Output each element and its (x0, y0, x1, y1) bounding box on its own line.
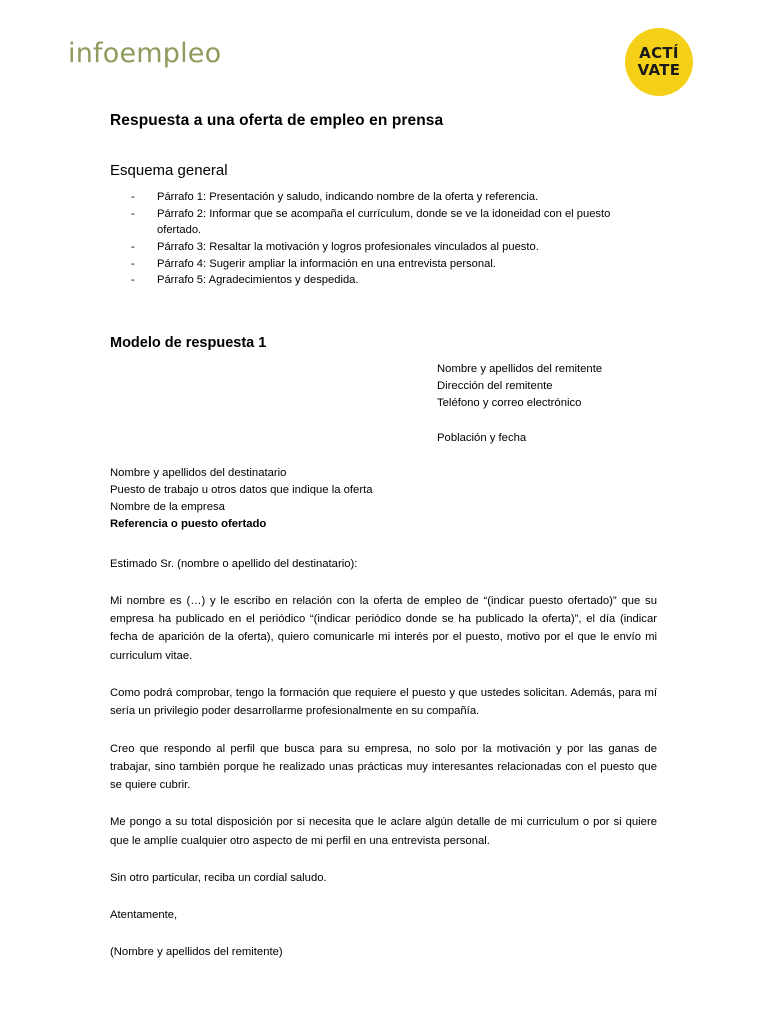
infoempleo-logo: infoempleo (68, 38, 222, 69)
schema-heading: Esquema general (110, 162, 228, 180)
sender-name-line: Nombre y apellidos del remitente (437, 363, 603, 376)
activate-badge-line-1: ACTÍ (639, 44, 679, 62)
dash-bullet-icon: - (131, 191, 135, 204)
page-title: Respuesta a una oferta de empleo en prensa (110, 112, 444, 129)
dash-bullet-icon: - (131, 207, 135, 220)
dash-bullet-icon: - (131, 257, 135, 270)
schema-list (110, 181, 657, 288)
sender-address-line: Dirección del remitente (437, 379, 553, 392)
signature-line: (Nombre y apellidos del remitente) (110, 946, 283, 959)
body-paragraph-2: Como podrá comprobar, tengo la formación que requiere el puesto y que ustedes solicitan. Además, para mí sería un privilegio poder desarrollarme profesionalmente en su compañía. (110, 686, 657, 718)
body-paragraph-1: Mi nombre es (…) y le escribo en relación con la oferta de empleo de “(indicar puesto ofertado)” que su empresa ha publicado en el periódico “(indicar periódico donde se ha publicado la oferta)”, el día (indicar fecha de aparición de la oferta), quiero comunicarle mi interés por el puesto, motivo por el que le envío mi curriculum vitae. (110, 594, 657, 662)
sender-contact-line: Teléfono y correo electrónico (437, 396, 582, 409)
recipient-address-block (110, 446, 657, 532)
model-heading: Modelo de respuesta 1 (110, 335, 267, 352)
salutation-line: Estimado Sr. (nombre o apellido del destinatario): (110, 557, 358, 570)
list-item-label: Párrafo 4: Sugerir ampliar la información en una entrevista personal. (157, 257, 496, 270)
list-item (110, 206, 657, 238)
list-item (110, 239, 657, 255)
farewell-line: Sin otro particular, reciba un cordial saludo. (110, 871, 327, 884)
list-item (110, 189, 657, 205)
list-item (110, 256, 657, 272)
place-and-date-line: Población y fecha (437, 431, 527, 444)
recipient-position-line: Puesto de trabajo u otros datos que indique la oferta (110, 484, 373, 497)
recipient-company-line: Nombre de la empresa (110, 501, 225, 514)
sender-block-spacer (437, 412, 657, 430)
dash-bullet-icon: - (131, 274, 135, 287)
sender-address-block (437, 352, 657, 446)
list-item-label: Párrafo 2: Informar que se acompaña el currículum, donde se ve la idoneidad con el puesto ofertado. (157, 207, 611, 237)
list-item-label: Párrafo 5: Agradecimientos y despedida. (157, 274, 359, 287)
list-item-label: Párrafo 3: Resaltar la motivación y logros profesionales vinculados al puesto. (157, 240, 539, 253)
list-item-label: Párrafo 1: Presentación y saludo, indicando nombre de la oferta y referencia. (157, 191, 539, 204)
list-item (110, 272, 657, 288)
body-paragraph-4: Me pongo a su total disposición por si necesita que le aclare algún detalle de mi curriculum o por si quiere que le amplíe cualquier otro aspecto de mi perfil en una entrevista personal. (110, 816, 657, 847)
document-content (110, 0, 657, 961)
recipient-name-line: Nombre y apellidos del destinatario (110, 467, 287, 480)
reference-line: Referencia o puesto ofertado (110, 517, 267, 530)
body-paragraph-3: Creo que respondo al perfil que busca para su empresa, no solo por la motivación y por las ganas de trabajar, sino también porque he realizado unas prácticas muy interesantes relacionadas con el puesto que se quiere cubrir. (110, 742, 657, 792)
sign-off-line: Atentamente, (110, 909, 178, 922)
activate-badge-line-2: VATE (637, 61, 681, 79)
dash-bullet-icon: - (131, 240, 135, 253)
